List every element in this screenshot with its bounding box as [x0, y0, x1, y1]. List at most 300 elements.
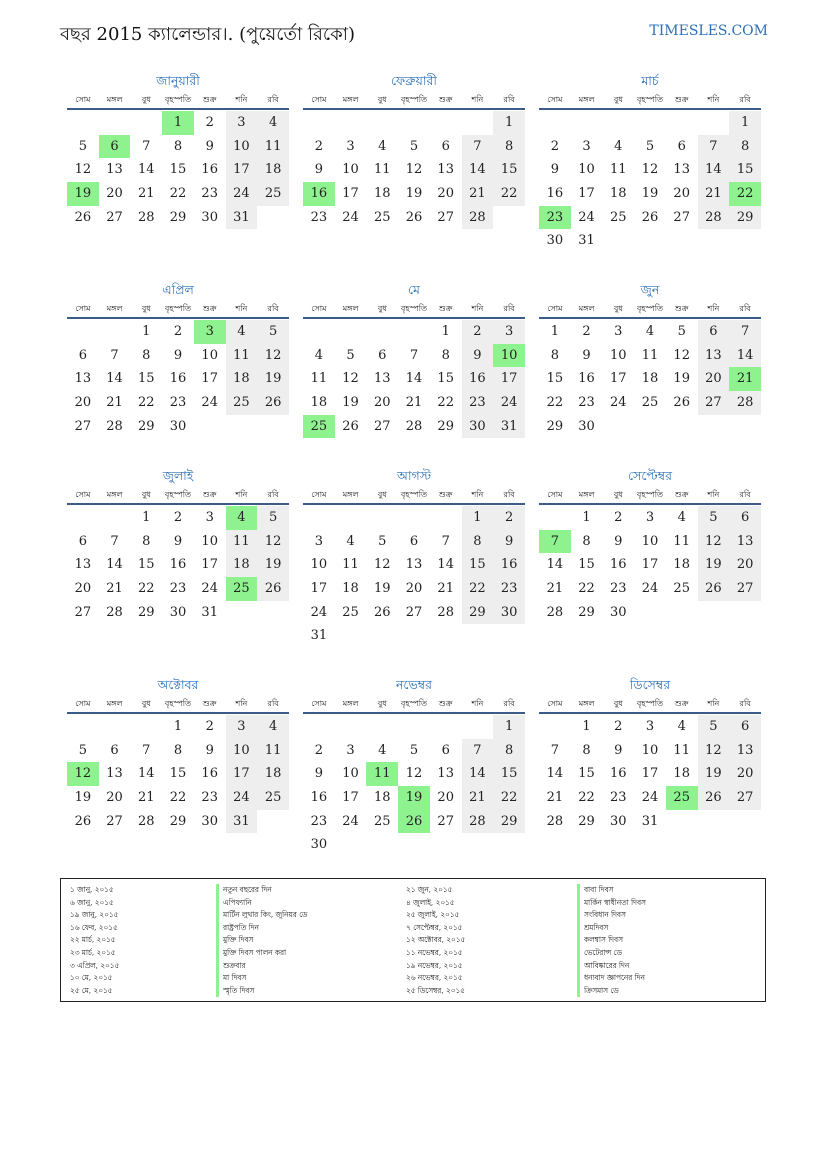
day-cell[interactable]: 8	[582, 742, 591, 758]
day-cell[interactable]: 21	[462, 786, 494, 810]
day-cell[interactable]: 20	[106, 186, 123, 202]
day-cell[interactable]: 24	[641, 581, 659, 597]
day-cell[interactable]: 12	[641, 162, 659, 178]
day-cell[interactable]: 29	[546, 418, 564, 434]
day-cell[interactable]: 16	[610, 766, 627, 782]
day-cell[interactable]: 30	[546, 233, 564, 249]
day-cell[interactable]: 31	[226, 206, 258, 230]
day-cell[interactable]: 23	[310, 813, 328, 829]
day-cell[interactable]: 19	[673, 371, 690, 387]
day-cell[interactable]: 19	[641, 186, 659, 202]
day-cell[interactable]: 29	[437, 418, 454, 434]
day-cell[interactable]: 1	[462, 506, 494, 530]
day-cell[interactable]: 3	[493, 320, 525, 344]
holiday-day-cell[interactable]: 1	[162, 111, 194, 135]
day-cell[interactable]: 22	[578, 790, 595, 806]
day-cell[interactable]: 23	[493, 577, 525, 601]
day-cell[interactable]: 14	[405, 371, 423, 387]
day-cell[interactable]: 8	[142, 347, 151, 363]
day-cell[interactable]: 11	[641, 347, 659, 363]
day-cell[interactable]: 20	[729, 553, 761, 577]
day-cell[interactable]: 23	[610, 790, 627, 806]
day-cell[interactable]: 27	[729, 577, 761, 601]
day-cell[interactable]: 12	[374, 557, 391, 573]
day-cell[interactable]: 28	[698, 206, 730, 230]
day-cell[interactable]: 18	[226, 553, 258, 577]
holiday-day-cell[interactable]: 12	[67, 762, 99, 786]
day-cell[interactable]: 10	[342, 162, 359, 178]
day-cell[interactable]: 12	[673, 347, 690, 363]
day-cell[interactable]: 23	[201, 186, 218, 202]
day-cell[interactable]: 27	[698, 391, 730, 415]
day-cell[interactable]: 26	[698, 786, 730, 810]
day-cell[interactable]: 11	[257, 135, 289, 159]
day-cell[interactable]: 2	[462, 320, 494, 344]
day-cell[interactable]: 14	[437, 557, 454, 573]
day-cell[interactable]: 4	[677, 719, 686, 734]
day-cell[interactable]: 5	[346, 347, 355, 363]
day-cell[interactable]: 24	[226, 786, 258, 810]
day-cell[interactable]: 20	[698, 367, 730, 391]
day-cell[interactable]: 13	[74, 557, 92, 573]
day-cell[interactable]: 1	[441, 324, 450, 339]
day-cell[interactable]: 16	[310, 790, 328, 806]
day-cell[interactable]: 6	[729, 715, 761, 739]
day-cell[interactable]: 27	[106, 209, 123, 225]
day-cell[interactable]: 29	[169, 209, 187, 225]
day-cell[interactable]: 31	[226, 810, 258, 834]
day-cell[interactable]: 13	[106, 162, 123, 178]
day-cell[interactable]: 24	[578, 209, 595, 225]
day-cell[interactable]: 17	[493, 367, 525, 391]
day-cell[interactable]: 2	[614, 510, 623, 525]
day-cell[interactable]: 9	[550, 162, 559, 178]
day-cell[interactable]: 6	[441, 742, 450, 758]
day-cell[interactable]: 15	[493, 158, 525, 182]
day-cell[interactable]: 4	[346, 533, 355, 549]
day-cell[interactable]: 29	[578, 604, 595, 620]
day-cell[interactable]: 9	[173, 533, 183, 549]
day-cell[interactable]: 19	[405, 186, 423, 202]
day-cell[interactable]: 26	[641, 209, 659, 225]
day-cell[interactable]: 13	[673, 162, 690, 178]
day-cell[interactable]: 23	[310, 209, 328, 225]
day-cell[interactable]: 6	[677, 138, 686, 154]
holiday-day-cell[interactable]: 25	[303, 415, 335, 439]
day-cell[interactable]: 24	[342, 813, 359, 829]
day-cell[interactable]: 11	[610, 162, 627, 178]
day-cell[interactable]: 25	[641, 395, 659, 411]
day-cell[interactable]: 3	[226, 715, 258, 739]
day-cell[interactable]: 14	[106, 557, 123, 573]
day-cell[interactable]: 14	[546, 557, 564, 573]
day-cell[interactable]: 13	[698, 344, 730, 368]
day-cell[interactable]: 13	[405, 557, 423, 573]
day-cell[interactable]: 28	[405, 418, 423, 434]
day-cell[interactable]: 5	[378, 533, 387, 549]
day-cell[interactable]: 27	[106, 813, 123, 829]
day-cell[interactable]: 19	[74, 790, 92, 806]
day-cell[interactable]: 1	[142, 510, 151, 525]
day-cell[interactable]: 9	[493, 530, 525, 554]
day-cell[interactable]: 12	[405, 766, 423, 782]
day-cell[interactable]: 31	[493, 415, 525, 439]
day-cell[interactable]: 22	[462, 577, 494, 601]
day-cell[interactable]: 3	[614, 324, 623, 339]
holiday-day-cell[interactable]: 3	[194, 320, 226, 344]
day-cell[interactable]: 25	[374, 813, 391, 829]
day-cell[interactable]: 24	[201, 395, 218, 411]
day-cell[interactable]: 20	[106, 790, 123, 806]
day-cell[interactable]: 6	[78, 347, 87, 363]
day-cell[interactable]: 20	[74, 581, 92, 597]
day-cell[interactable]: 13	[74, 371, 92, 387]
day-cell[interactable]: 28	[546, 604, 564, 620]
day-cell[interactable]: 30	[462, 415, 494, 439]
day-cell[interactable]: 17	[610, 371, 627, 387]
day-cell[interactable]: 2	[314, 742, 323, 758]
day-cell[interactable]: 30	[169, 604, 187, 620]
holiday-day-cell[interactable]: 7	[539, 530, 571, 554]
day-cell[interactable]: 4	[677, 510, 686, 525]
holiday-day-cell[interactable]: 4	[226, 506, 258, 530]
day-cell[interactable]: 21	[106, 395, 123, 411]
day-cell[interactable]: 28	[462, 810, 494, 834]
day-cell[interactable]: 15	[578, 766, 595, 782]
day-cell[interactable]: 11	[226, 530, 258, 554]
day-cell[interactable]: 4	[257, 715, 289, 739]
day-cell[interactable]: 17	[226, 762, 258, 786]
day-cell[interactable]: 30	[310, 837, 328, 853]
day-cell[interactable]: 6	[698, 320, 730, 344]
day-cell[interactable]: 31	[201, 604, 218, 620]
day-cell[interactable]: 14	[698, 158, 730, 182]
day-cell[interactable]: 3	[346, 742, 355, 758]
day-cell[interactable]: 21	[138, 790, 155, 806]
day-cell[interactable]: 30	[169, 418, 187, 434]
day-cell[interactable]: 21	[106, 581, 123, 597]
day-cell[interactable]: 1	[142, 324, 151, 339]
day-cell[interactable]: 15	[493, 762, 525, 786]
day-cell[interactable]: 5	[78, 742, 87, 758]
day-cell[interactable]: 17	[201, 371, 218, 387]
day-cell[interactable]: 19	[257, 367, 289, 391]
holiday-day-cell[interactable]: 23	[539, 206, 571, 230]
day-cell[interactable]: 19	[698, 553, 730, 577]
day-cell[interactable]: 23	[169, 395, 187, 411]
day-cell[interactable]: 4	[226, 320, 258, 344]
day-cell[interactable]: 28	[106, 418, 123, 434]
day-cell[interactable]: 24	[610, 395, 627, 411]
day-cell[interactable]: 22	[169, 790, 187, 806]
day-cell[interactable]: 21	[546, 790, 564, 806]
day-cell[interactable]: 13	[729, 739, 761, 763]
day-cell[interactable]: 29	[138, 418, 155, 434]
day-cell[interactable]: 22	[493, 786, 525, 810]
day-cell[interactable]: 28	[138, 209, 155, 225]
day-cell[interactable]: 2	[614, 719, 623, 734]
day-cell[interactable]: 12	[405, 162, 423, 178]
day-cell[interactable]: 3	[314, 533, 323, 549]
holiday-day-cell[interactable]: 26	[398, 810, 430, 834]
day-cell[interactable]: 7	[110, 533, 119, 549]
day-cell[interactable]: 21	[462, 182, 494, 206]
day-cell[interactable]: 29	[138, 604, 155, 620]
day-cell[interactable]: 15	[437, 371, 454, 387]
day-cell[interactable]: 9	[205, 742, 214, 758]
day-cell[interactable]: 28	[546, 813, 564, 829]
day-cell[interactable]: 16	[493, 553, 525, 577]
day-cell[interactable]: 19	[257, 553, 289, 577]
day-cell[interactable]: 10	[310, 557, 328, 573]
day-cell[interactable]: 15	[138, 557, 155, 573]
brand-link[interactable]: TIMESLES.COM	[649, 23, 768, 39]
holiday-day-cell[interactable]: 11	[366, 762, 398, 786]
day-cell[interactable]: 17	[342, 790, 359, 806]
day-cell[interactable]: 12	[257, 530, 289, 554]
day-cell[interactable]: 17	[226, 158, 258, 182]
day-cell[interactable]: 10	[226, 739, 258, 763]
day-cell[interactable]: 20	[74, 395, 92, 411]
day-cell[interactable]: 10	[226, 135, 258, 159]
day-cell[interactable]: 5	[645, 138, 655, 154]
day-cell[interactable]: 10	[641, 533, 659, 549]
day-cell[interactable]: 12	[698, 530, 730, 554]
day-cell[interactable]: 17	[310, 581, 328, 597]
day-cell[interactable]: 26	[673, 395, 690, 411]
day-cell[interactable]: 7	[729, 320, 761, 344]
day-cell[interactable]: 13	[729, 530, 761, 554]
day-cell[interactable]: 24	[493, 391, 525, 415]
day-cell[interactable]: 27	[374, 418, 391, 434]
day-cell[interactable]: 30	[578, 418, 595, 434]
day-cell[interactable]: 2	[550, 138, 559, 154]
day-cell[interactable]: 26	[74, 209, 92, 225]
day-cell[interactable]: 12	[342, 371, 359, 387]
day-cell[interactable]: 18	[257, 762, 289, 786]
day-cell[interactable]: 9	[205, 138, 214, 154]
day-cell[interactable]: 18	[673, 766, 690, 782]
day-cell[interactable]: 8	[493, 135, 525, 159]
day-cell[interactable]: 25	[610, 209, 627, 225]
day-cell[interactable]: 16	[169, 557, 187, 573]
day-cell[interactable]: 25	[257, 182, 289, 206]
day-cell[interactable]: 20	[437, 186, 454, 202]
day-cell[interactable]: 15	[546, 371, 564, 387]
day-cell[interactable]: 18	[673, 557, 690, 573]
day-cell[interactable]: 8	[550, 347, 559, 363]
day-cell[interactable]: 11	[257, 739, 289, 763]
day-cell[interactable]: 30	[610, 813, 627, 829]
day-cell[interactable]: 27	[74, 604, 92, 620]
day-cell[interactable]: 7	[110, 347, 119, 363]
day-cell[interactable]: 16	[546, 186, 564, 202]
day-cell[interactable]: 10	[201, 533, 218, 549]
day-cell[interactable]: 26	[74, 813, 92, 829]
day-cell[interactable]: 22	[546, 395, 564, 411]
day-cell[interactable]: 2	[173, 510, 183, 525]
holiday-day-cell[interactable]: 25	[666, 786, 698, 810]
day-cell[interactable]: 20	[374, 395, 391, 411]
day-cell[interactable]: 27	[405, 604, 423, 620]
day-cell[interactable]: 5	[78, 138, 87, 154]
day-cell[interactable]: 4	[257, 111, 289, 135]
day-cell[interactable]: 13	[374, 371, 391, 387]
day-cell[interactable]: 5	[257, 506, 289, 530]
day-cell[interactable]: 8	[173, 138, 183, 154]
day-cell[interactable]: 16	[462, 367, 494, 391]
day-cell[interactable]: 3	[346, 138, 355, 154]
holiday-day-cell[interactable]: 19	[67, 182, 99, 206]
day-cell[interactable]: 23	[610, 581, 627, 597]
day-cell[interactable]: 29	[462, 601, 494, 625]
day-cell[interactable]: 16	[201, 766, 218, 782]
day-cell[interactable]: 7	[462, 739, 494, 763]
day-cell[interactable]: 6	[729, 506, 761, 530]
day-cell[interactable]: 24	[201, 581, 218, 597]
day-cell[interactable]: 31	[310, 628, 328, 644]
day-cell[interactable]: 5	[409, 742, 419, 758]
day-cell[interactable]: 10	[610, 347, 627, 363]
day-cell[interactable]: 19	[342, 395, 359, 411]
day-cell[interactable]: 29	[578, 813, 595, 829]
day-cell[interactable]: 2	[205, 115, 214, 130]
holiday-day-cell[interactable]: 25	[226, 577, 258, 601]
day-cell[interactable]: 8	[729, 135, 761, 159]
day-cell[interactable]: 16	[201, 162, 218, 178]
day-cell[interactable]: 26	[342, 418, 359, 434]
day-cell[interactable]: 4	[614, 138, 623, 154]
day-cell[interactable]: 27	[437, 813, 454, 829]
day-cell[interactable]: 1	[493, 111, 525, 135]
day-cell[interactable]: 25	[226, 391, 258, 415]
day-cell[interactable]: 30	[201, 209, 218, 225]
day-cell[interactable]: 2	[205, 719, 214, 734]
day-cell[interactable]: 1	[493, 715, 525, 739]
day-cell[interactable]: 7	[142, 138, 151, 154]
day-cell[interactable]: 4	[314, 347, 323, 363]
day-cell[interactable]: 8	[493, 739, 525, 763]
day-cell[interactable]: 25	[374, 209, 391, 225]
day-cell[interactable]: 31	[641, 813, 659, 829]
day-cell[interactable]: 17	[641, 557, 659, 573]
day-cell[interactable]: 18	[374, 790, 391, 806]
day-cell[interactable]: 8	[142, 533, 151, 549]
day-cell[interactable]: 14	[546, 766, 564, 782]
day-cell[interactable]: 12	[74, 162, 92, 178]
day-cell[interactable]: 15	[729, 158, 761, 182]
holiday-day-cell[interactable]: 22	[729, 182, 761, 206]
day-cell[interactable]: 26	[257, 391, 289, 415]
day-cell[interactable]: 2	[582, 324, 591, 339]
day-cell[interactable]: 16	[610, 557, 627, 573]
day-cell[interactable]: 10	[641, 742, 659, 758]
day-cell[interactable]: 13	[437, 766, 454, 782]
day-cell[interactable]: 4	[378, 742, 387, 758]
day-cell[interactable]: 1	[173, 719, 183, 734]
day-cell[interactable]: 5	[257, 320, 289, 344]
day-cell[interactable]: 26	[374, 604, 391, 620]
day-cell[interactable]: 24	[641, 790, 659, 806]
day-cell[interactable]: 11	[673, 533, 690, 549]
day-cell[interactable]: 10	[201, 347, 218, 363]
day-cell[interactable]: 8	[441, 347, 450, 363]
day-cell[interactable]: 14	[138, 162, 155, 178]
day-cell[interactable]: 22	[138, 395, 155, 411]
day-cell[interactable]: 22	[437, 395, 454, 411]
day-cell[interactable]: 23	[201, 790, 218, 806]
holiday-day-cell[interactable]: 16	[303, 182, 335, 206]
day-cell[interactable]: 21	[437, 581, 454, 597]
day-cell[interactable]: 3	[582, 138, 591, 154]
day-cell[interactable]: 26	[698, 577, 730, 601]
day-cell[interactable]: 3	[226, 111, 258, 135]
day-cell[interactable]: 22	[578, 581, 595, 597]
day-cell[interactable]: 22	[493, 182, 525, 206]
day-cell[interactable]: 20	[729, 762, 761, 786]
day-cell[interactable]: 21	[546, 581, 564, 597]
day-cell[interactable]: 27	[437, 209, 454, 225]
day-cell[interactable]: 9	[462, 344, 494, 368]
day-cell[interactable]: 7	[462, 135, 494, 159]
day-cell[interactable]: 6	[78, 533, 87, 549]
day-cell[interactable]: 25	[673, 581, 690, 597]
day-cell[interactable]: 16	[169, 371, 187, 387]
day-cell[interactable]: 12	[257, 344, 289, 368]
day-cell[interactable]: 3	[645, 719, 655, 734]
day-cell[interactable]: 22	[169, 186, 187, 202]
day-cell[interactable]: 5	[698, 715, 730, 739]
day-cell[interactable]: 18	[641, 371, 659, 387]
day-cell[interactable]: 12	[698, 739, 730, 763]
day-cell[interactable]: 20	[673, 186, 690, 202]
day-cell[interactable]: 30	[201, 813, 218, 829]
day-cell[interactable]: 21	[698, 182, 730, 206]
day-cell[interactable]: 1	[550, 324, 559, 339]
day-cell[interactable]: 18	[342, 581, 359, 597]
day-cell[interactable]: 15	[169, 766, 187, 782]
day-cell[interactable]: 8	[582, 533, 591, 549]
holiday-day-cell[interactable]: 19	[398, 786, 430, 810]
day-cell[interactable]: 2	[314, 138, 323, 154]
day-cell[interactable]: 14	[729, 344, 761, 368]
day-cell[interactable]: 28	[138, 813, 155, 829]
day-cell[interactable]: 18	[226, 367, 258, 391]
day-cell[interactable]: 2	[493, 506, 525, 530]
day-cell[interactable]: 5	[698, 506, 730, 530]
day-cell[interactable]: 24	[342, 209, 359, 225]
day-cell[interactable]: 5	[677, 324, 686, 339]
day-cell[interactable]: 4	[645, 324, 655, 339]
day-cell[interactable]: 28	[437, 604, 454, 620]
day-cell[interactable]: 29	[493, 810, 525, 834]
day-cell[interactable]: 8	[173, 742, 183, 758]
day-cell[interactable]: 1	[729, 111, 761, 135]
day-cell[interactable]: 24	[226, 182, 258, 206]
day-cell[interactable]: 28	[106, 604, 123, 620]
day-cell[interactable]: 26	[405, 209, 423, 225]
day-cell[interactable]: 11	[673, 742, 690, 758]
day-cell[interactable]: 14	[462, 762, 494, 786]
day-cell[interactable]: 4	[378, 138, 387, 154]
day-cell[interactable]: 7	[142, 742, 151, 758]
day-cell[interactable]: 19	[698, 762, 730, 786]
day-cell[interactable]: 11	[310, 371, 328, 387]
holiday-day-cell[interactable]: 10	[493, 344, 525, 368]
day-cell[interactable]: 26	[257, 577, 289, 601]
day-cell[interactable]: 17	[201, 557, 218, 573]
day-cell[interactable]: 17	[342, 186, 359, 202]
